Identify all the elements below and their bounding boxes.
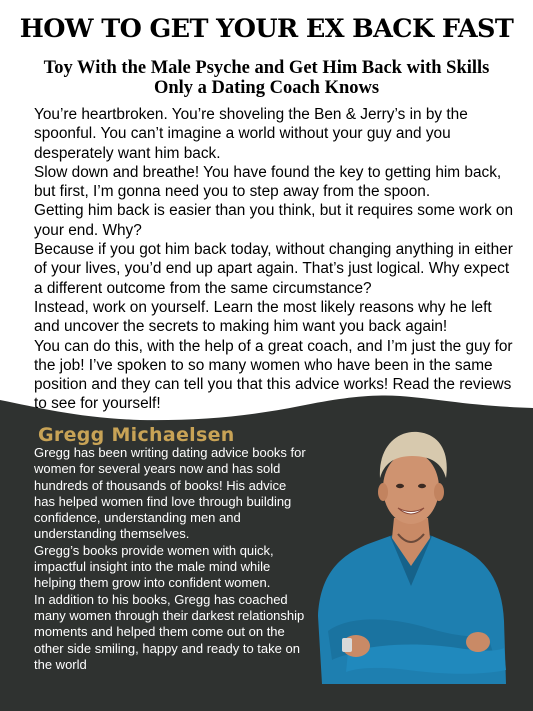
- paragraph: Getting him back is easier than you think, but it requires some work on your end. Why?: [34, 202, 514, 239]
- intro-text: [34, 105, 514, 414]
- paragraph: Slow down and breathe! You have found the key to getting him back, but first, I’m gonna need you to step away from the spoon.: [34, 163, 502, 201]
- paragraph: Instead, work on yourself. Learn the most likely reasons why he left and uncover the secrets to making him want you back again!: [34, 298, 492, 336]
- author-name: Gregg Michaelsen: [38, 424, 235, 446]
- page-subtitle: [10, 58, 523, 98]
- author-bio: [34, 445, 306, 673]
- paragraph: You can do this, with the help of a great coach, and I’m just the guy for the job! I’ve spoken to so many women who have been in the same position and they can tell you that this advice works! Read the reviews to see for yourself!: [34, 337, 513, 413]
- ear-left: [378, 483, 388, 501]
- bio-paragraph: In addition to his books, Gregg has coached many women through their darkest relationship moments and helped them come out on the other side smiling, happy and ready to take on the world: [34, 591, 305, 672]
- eye-right: [418, 484, 426, 488]
- ear-right: [434, 483, 444, 501]
- watch: [342, 638, 352, 652]
- paragraph: Because if you got him back today, without changing anything in either of your lives, you’d end up apart again. That’s just logical. Why expect a different outcome from the same circumstance?: [34, 241, 513, 297]
- eye-left: [396, 484, 404, 488]
- subtitle-line-1: Toy With the Male Psyche and Get Him Back with Skills: [43, 58, 490, 78]
- author-photo: [308, 416, 514, 684]
- bio-paragraph: Gregg’s books provide women with quick, impactful insight into the male mind while helping them grow into confident women.: [34, 542, 274, 591]
- hand-right: [466, 632, 490, 652]
- page-title: HOW TO GET YOUR EX BACK FAST: [19, 14, 514, 44]
- paragraph: You’re heartbroken. You’re shoveling the Ben & Jerry’s in by the spoonful. You can’t imagine a world without your guy and you desperately want him back.: [34, 106, 468, 162]
- bio-paragraph: Gregg has been writing dating advice books for women for several years now and has sold hundreds of thousands of books! His advice has helped women find love through building confidence, understanding men and understanding themselves.: [34, 445, 306, 542]
- subtitle-line-2: Only a Dating Coach Knows: [153, 78, 380, 98]
